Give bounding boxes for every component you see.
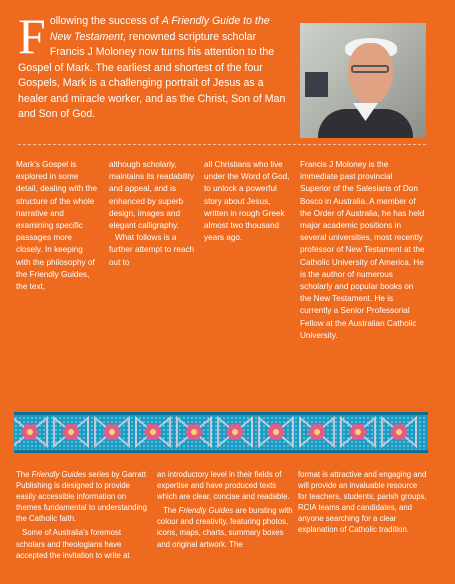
bottom-column-1 [16,469,148,561]
drop-cap: F [18,8,46,64]
intro-lead: ollowing the success of [49,15,162,27]
features-text: The Friendly Guides are bursting with colour and creativity, featuring photos, icons, maps, charts, summary boxes and original artwork. The [157,506,293,549]
series-title: Friendly Guides [31,470,87,479]
column-2-text-a: although scholarly, maintains its readability and appeal, and is enhanced by superb design, images and elegant calligraphy. [109,160,195,231]
column-1: Mark's Gospel is explored in some detail, dealing with the structure of the whole narrative and examining specific passages more closely. In keeping with the philosophy of the Friendly Guides, the text, [16,160,98,292]
intro-paragraph [18,8,292,123]
band-pattern-art [14,412,428,453]
dashed-divider [18,144,426,145]
series-description: The Friendly Guides series by Garratt Publishing is designed to provide easily accessible information on themes fundamental to understanding the Catholic faith. [16,470,147,524]
bottom-column-3: format is attractive and engaging and will provide an invaluable resource for teachers, students, parish groups, RCIA teams and candidates, and anyone searching for a clear explanation of Catholic tradition. [298,470,427,535]
column-3: all Christians who live under the Word of God, to unlock a powerful story about Jesus, written in rough Greek almost two thousand years ago. [204,160,290,243]
authors-text: Some of Australia's foremost scholars and theologians have accepted the invitation to write at [16,528,130,560]
column-2-text-b: What follows is a further attempt to reach out to [109,233,195,267]
guide-title: A Friendly Guide to the New Testament [49,15,270,43]
intro-text: , renowned scripture scholar Francis J Moloney now turns his attention to the Gospel of Mark. The earliest and shortest of the four Gospels, Mark is a challenging portrait of Jesus as a healer and miracle worker, and as the Christ, Son of Man and Son of God. [18,30,286,120]
author-photo [300,23,426,138]
author-bio: Francis J Moloney is the immediate past provincial Superior of the Salesians of Don Bosco in Australia. A member of the Order of Australia, he has held major academic positions in several universities, most recently professor of New Testament at the Catholic University of America. He is the author of numerous scholarly and popular books on the New Testament. He is currently a Senior Professorial Fellow at the Australian Catholic University. [300,160,425,340]
bottom-column-2 [157,469,293,550]
column-2 [109,159,199,269]
decorative-band [14,412,428,453]
series-title-2: Friendly Guides [178,506,234,516]
level-text: an introductory level in their fields of expertise and have produced texts which are clear, concise and readable. [157,470,290,502]
